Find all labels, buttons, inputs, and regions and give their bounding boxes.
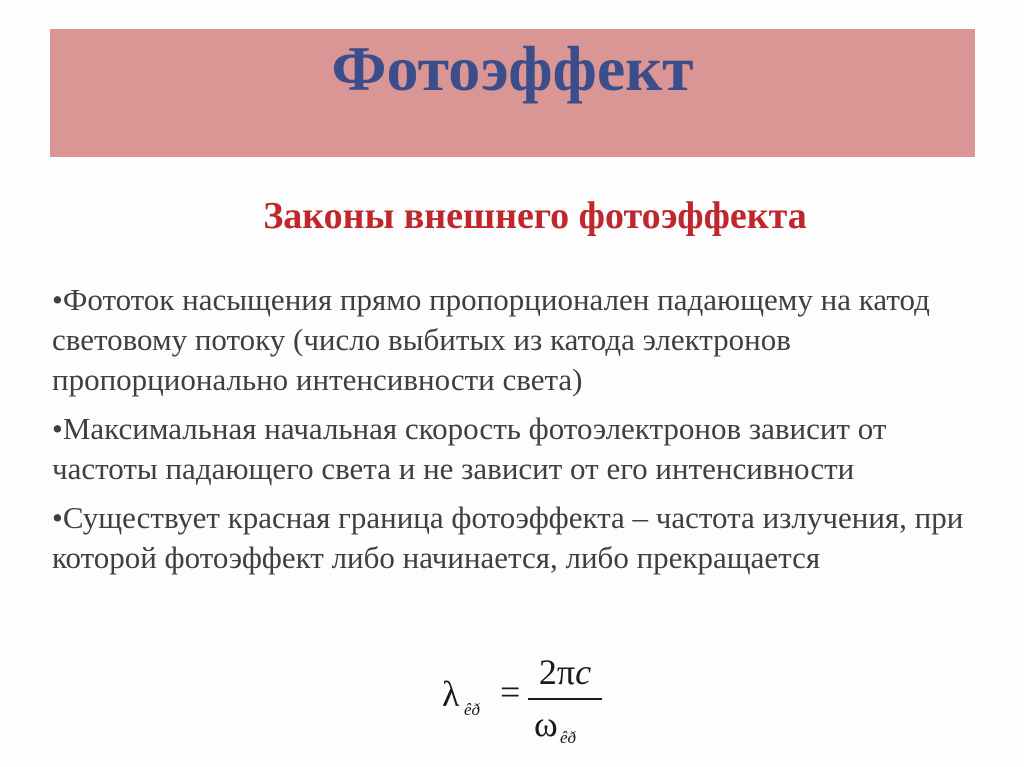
bullet-text: Существует красная граница фотоэффекта – частота излучения, при которой фотоэффект либо начинается, либо прекращается — [52, 500, 964, 575]
slide-title: Фотоэффект — [331, 33, 694, 104]
formula-fraction-bar — [528, 698, 602, 700]
formula-omega: ω — [534, 704, 558, 744]
bullet-mark: • — [52, 500, 63, 535]
slide-subtitle: Законы внешнего фотоэффекта — [263, 195, 807, 237]
bullet-item — [52, 280, 982, 400]
bullet-mark: • — [52, 282, 63, 317]
formula-lambda: λ — [442, 674, 460, 714]
bullet-text: Максимальная начальная скорость фотоэлектронов зависит от частоты падающего света и не зависит от его интенсивности — [52, 411, 887, 486]
formula-numerator — [530, 652, 600, 692]
formula-c: c — [575, 652, 592, 692]
formula-two-pi: 2π — [538, 652, 576, 692]
bullet-text: Фототок насыщения прямо пропорционален падающему на катод световому потоку (число выбитых из катода электронов пропорционально интенсивности света) — [52, 282, 930, 397]
formula-lambda-subscript: êð — [464, 700, 481, 719]
bullet-list — [52, 280, 982, 587]
formula-equals: = — [500, 672, 521, 712]
formula-omega-subscript: êð — [560, 728, 577, 747]
bullet-mark: • — [52, 411, 63, 446]
bullet-item — [52, 498, 982, 578]
red-boundary-formula — [440, 652, 610, 752]
bullet-item — [52, 409, 982, 489]
